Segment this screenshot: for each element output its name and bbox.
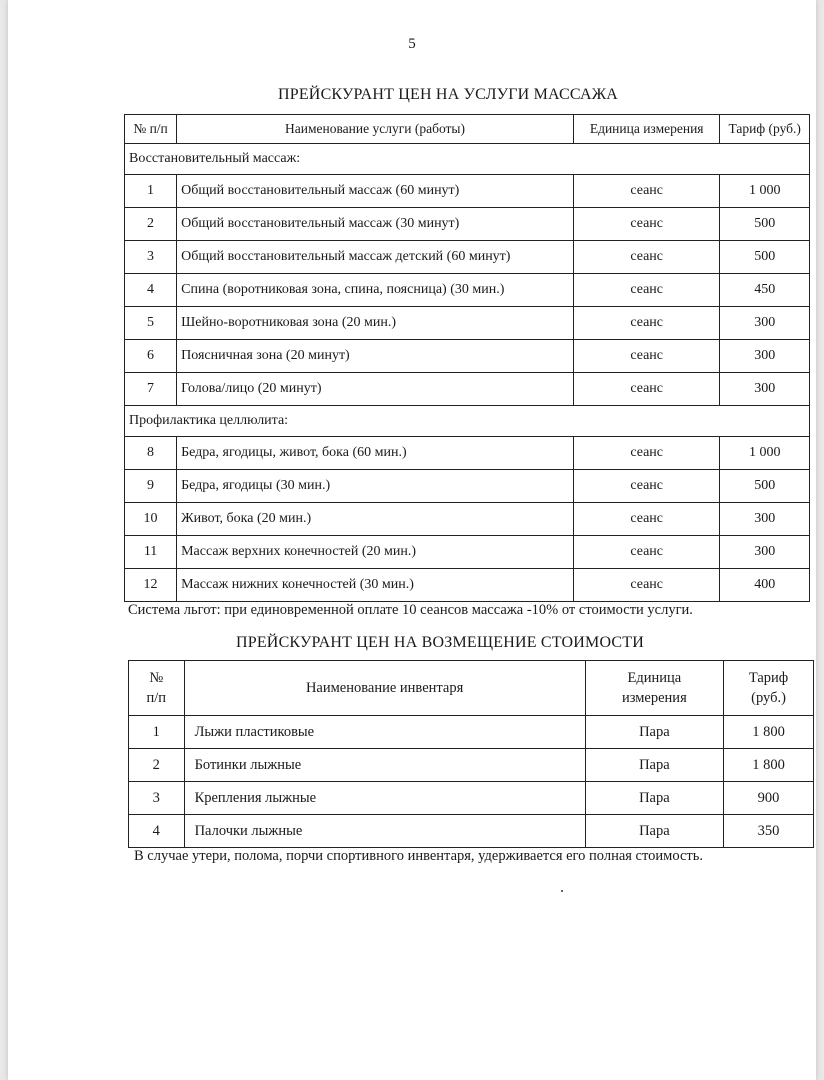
- row-unit: сеанс: [573, 503, 720, 536]
- row-num: 2: [129, 749, 185, 782]
- row-num: 9: [125, 470, 177, 503]
- table-row: [125, 274, 810, 307]
- massage-price-table: [124, 114, 810, 602]
- inventory-price-list-title: ПРЕЙСКУРАНТ ЦЕН НА ВОЗМЕЩЕНИЕ СТОИМОСТИ: [235, 634, 645, 651]
- row-tariff: 300: [720, 340, 810, 373]
- header-num-line2: п/п: [146, 690, 167, 706]
- row-num: 11: [125, 536, 177, 569]
- row-tariff: 350: [724, 815, 814, 848]
- row-tariff: 300: [720, 307, 810, 340]
- table-row: [129, 815, 814, 848]
- header-unit: [585, 661, 723, 716]
- row-service-name: Общий восстановительный массаж (60 минут): [177, 175, 574, 208]
- table-row: [125, 340, 810, 373]
- row-num: 3: [125, 241, 177, 274]
- row-unit: Пара: [585, 749, 723, 782]
- row-unit: сеанс: [573, 373, 720, 406]
- row-service-name: Общий восстановительный массаж (30 минут): [177, 208, 574, 241]
- table-row: [125, 536, 810, 569]
- header-service-name: Наименование услуги (работы): [177, 115, 574, 144]
- row-tariff: 1 800: [724, 716, 814, 749]
- header-unit-line2: измерения: [621, 690, 687, 706]
- row-unit: Пара: [585, 716, 723, 749]
- table-header-row: [125, 115, 810, 144]
- header-tariff-line1: Тариф: [748, 670, 789, 686]
- row-num: 7: [125, 373, 177, 406]
- section-row: [125, 144, 810, 175]
- row-num: 3: [129, 782, 185, 815]
- row-service-name: Живот, бока (20 мин.): [177, 503, 574, 536]
- row-inventory-name: Палочки лыжные: [184, 815, 585, 848]
- table-row: [125, 175, 810, 208]
- row-unit: сеанс: [573, 241, 720, 274]
- row-service-name: Голова/лицо (20 минут): [177, 373, 574, 406]
- table-row: [125, 373, 810, 406]
- row-tariff: 300: [720, 536, 810, 569]
- row-service-name: Массаж нижних конечностей (30 мин.): [177, 569, 574, 602]
- document-page: [8, 0, 816, 1080]
- row-num: 4: [129, 815, 185, 848]
- row-num: 6: [125, 340, 177, 373]
- massage-price-list-title: ПРЕЙСКУРАНТ ЦЕН НА УСЛУГИ МАССАЖА: [277, 86, 619, 103]
- row-tariff: 300: [720, 503, 810, 536]
- row-tariff: 300: [720, 373, 810, 406]
- table-row: [129, 716, 814, 749]
- table-row: [125, 503, 810, 536]
- header-inventory-name: Наименование инвентаря: [184, 661, 585, 716]
- table-row: [129, 749, 814, 782]
- row-service-name: Общий восстановительный массаж детский (60 минут): [177, 241, 574, 274]
- row-unit: Пара: [585, 782, 723, 815]
- row-inventory-name: Лыжи пластиковые: [184, 716, 585, 749]
- header-num: № п/п: [125, 115, 177, 144]
- row-num: 5: [125, 307, 177, 340]
- table-row: [125, 307, 810, 340]
- row-inventory-name: Ботинки лыжные: [184, 749, 585, 782]
- section-title: Восстановительный массаж:: [125, 144, 810, 175]
- row-tariff: 450: [720, 274, 810, 307]
- table-row: [129, 782, 814, 815]
- row-unit: Пара: [585, 815, 723, 848]
- inventory-price-table: [128, 660, 814, 848]
- table-row: [125, 569, 810, 602]
- row-num: 4: [125, 274, 177, 307]
- row-tariff: 500: [720, 241, 810, 274]
- table-header-row: [129, 661, 814, 716]
- row-tariff: 1 000: [720, 175, 810, 208]
- header-num: [129, 661, 185, 716]
- row-num: 2: [125, 208, 177, 241]
- discount-note: Система льгот: при единовременной оплате 10 сеансов массажа -10% от стоимости услуги.: [128, 602, 693, 618]
- row-service-name: Массаж верхних конечностей (20 мин.): [177, 536, 574, 569]
- header-unit-line1: Единица: [627, 670, 682, 686]
- row-unit: сеанс: [573, 175, 720, 208]
- table-row: [125, 470, 810, 503]
- liability-note: В случае утери, полома, порчи спортивного инвентаря, удерживается его полная стоимость.: [134, 848, 703, 864]
- row-service-name: Шейно-воротниковая зона (20 мин.): [177, 307, 574, 340]
- row-unit: сеанс: [573, 274, 720, 307]
- row-unit: сеанс: [573, 536, 720, 569]
- section-row: [125, 406, 810, 437]
- row-inventory-name: Крепления лыжные: [184, 782, 585, 815]
- row-unit: сеанс: [573, 340, 720, 373]
- row-unit: сеанс: [573, 208, 720, 241]
- row-num: 12: [125, 569, 177, 602]
- table-row: [125, 208, 810, 241]
- row-tariff: 500: [720, 470, 810, 503]
- header-unit: Единица измерения: [573, 115, 720, 144]
- page-number: 5: [408, 36, 416, 52]
- header-tariff-line2: (руб.): [751, 690, 786, 706]
- row-num: 1: [125, 175, 177, 208]
- row-service-name: Спина (воротниковая зона, спина, поясница) (30 мин.): [177, 274, 574, 307]
- row-unit: сеанс: [573, 437, 720, 470]
- header-num-line1: №: [149, 670, 164, 686]
- row-num: 1: [129, 716, 185, 749]
- stray-dot: [561, 890, 563, 892]
- table-row: [125, 437, 810, 470]
- row-tariff: 1 000: [720, 437, 810, 470]
- row-tariff: 400: [720, 569, 810, 602]
- header-tariff: [724, 661, 814, 716]
- row-service-name: Бедра, ягодицы, живот, бока (60 мин.): [177, 437, 574, 470]
- row-num: 10: [125, 503, 177, 536]
- row-num: 8: [125, 437, 177, 470]
- row-tariff: 500: [720, 208, 810, 241]
- row-tariff: 900: [724, 782, 814, 815]
- header-tariff: Тариф (руб.): [720, 115, 810, 144]
- table-row: [125, 241, 810, 274]
- section-title: Профилактика целлюлита:: [125, 406, 810, 437]
- row-unit: сеанс: [573, 569, 720, 602]
- row-unit: сеанс: [573, 307, 720, 340]
- row-unit: сеанс: [573, 470, 720, 503]
- row-service-name: Поясничная зона (20 минут): [177, 340, 574, 373]
- row-tariff: 1 800: [724, 749, 814, 782]
- row-service-name: Бедра, ягодицы (30 мин.): [177, 470, 574, 503]
